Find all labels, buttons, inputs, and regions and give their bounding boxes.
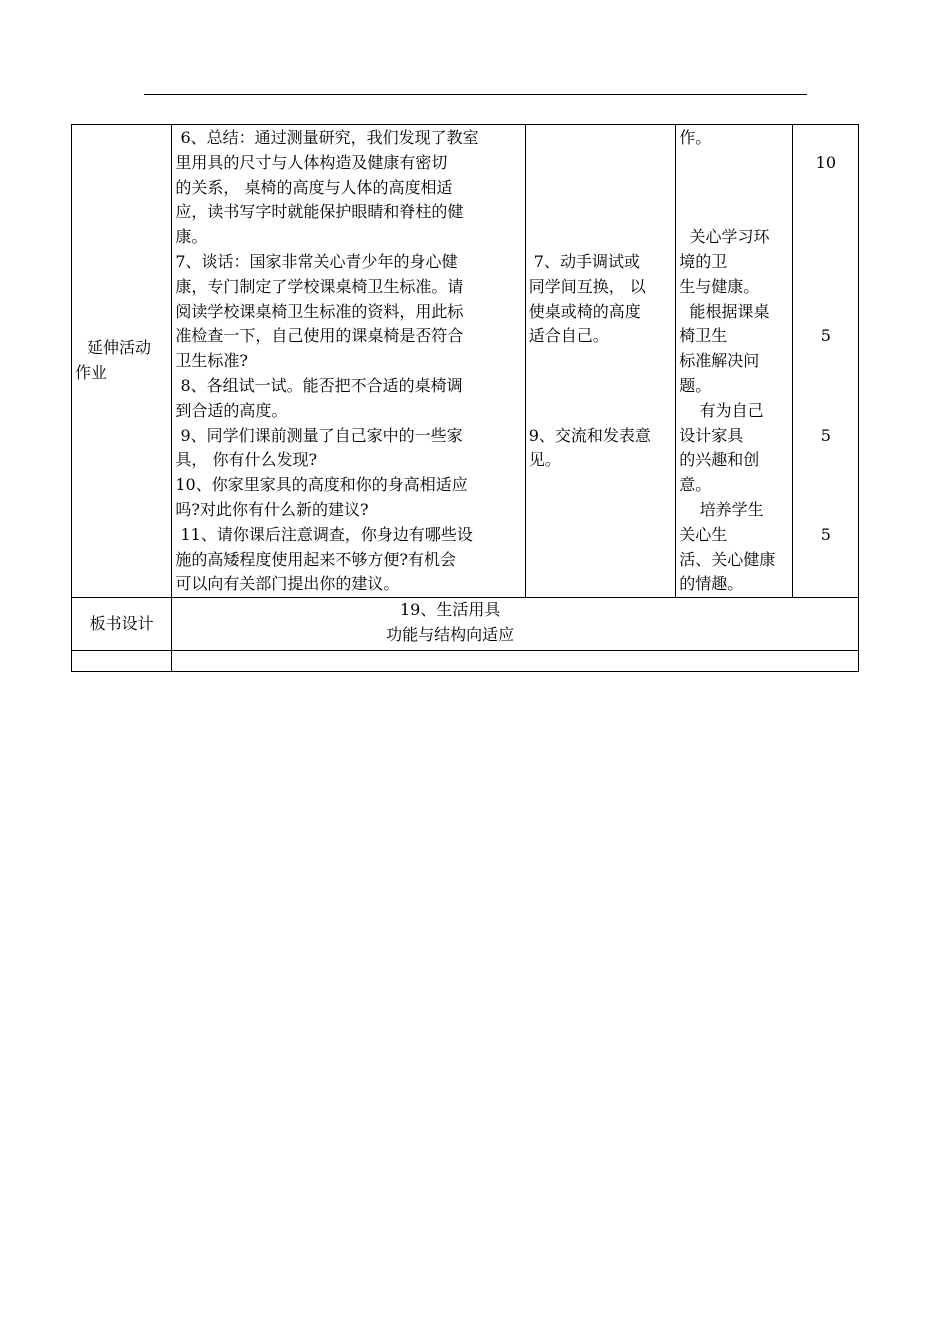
goal-line: 作。 [679, 128, 712, 147]
goal-line: 生与健康。 [679, 276, 760, 296]
goal-line: 题。 [679, 375, 712, 395]
student-activity-cell [525, 125, 676, 598]
board-line: 功能与结构向适应 [386, 624, 515, 644]
teacher-line: 康，专门制定了学校课桌椅卫生标准。请 [175, 276, 464, 296]
empty-cell [72, 650, 172, 671]
empty-row [72, 650, 859, 671]
teacher-line: 7、谈话：国家非常关心青少年的身心健 [175, 251, 458, 271]
teacher-line: 康。 [175, 227, 208, 247]
goal-line: 标准解决问 [679, 351, 760, 371]
goal-line: 意。 [679, 475, 712, 495]
goal-line: 有为自己 [679, 400, 764, 420]
time-cell [792, 125, 858, 598]
student-line: 同学间互换， 以 [528, 276, 646, 296]
goal-line: 关心学习环 [679, 227, 770, 247]
board-content-cell [172, 598, 859, 651]
teacher-line: 的关系， 桌椅的高度与人体的高度相适 [175, 177, 453, 197]
activity-label-cell [72, 125, 172, 598]
teacher-line: 8、各组试一试。能否把不合适的桌椅调 [175, 375, 463, 395]
teacher-line: 9、同学们课前测量了自己家中的一些家 [175, 425, 463, 445]
student-line: 见。 [528, 450, 561, 470]
teacher-line: 11、请你课后注意调查，你身边有哪些设 [175, 524, 473, 544]
teacher-line: 应，读书写字时就能保护眼睛和脊柱的健 [175, 202, 464, 222]
teacher-line: 具， 你有什么发现? [175, 450, 318, 470]
board-label-cell [72, 598, 172, 651]
time-value: 5 [820, 425, 831, 445]
student-line: 使桌或椅的高度 [528, 301, 641, 321]
teacher-line: 到合适的高度。 [175, 400, 288, 420]
goal-line: 活、关心健康 [679, 549, 776, 569]
teacher-line: 卫生标准? [175, 351, 248, 371]
goal-cell [676, 125, 792, 598]
teacher-line: 吗?对此你有什么新的建议? [175, 499, 369, 519]
teacher-line: 阅读学校课桌椅卫生标准的资料，用此标 [175, 301, 464, 321]
teacher-line: 里用具的尺寸与人体构造及健康有密切 [175, 152, 448, 172]
board-label: 板书设计 [89, 613, 154, 633]
activity-row [72, 125, 859, 598]
student-line: 适合自己。 [528, 326, 609, 346]
student-line: 9、交流和发表意 [528, 425, 651, 445]
lesson-plan-table [71, 124, 859, 672]
goal-line: 的情趣。 [679, 574, 744, 594]
teacher-line: 施的高矮程度使用起来不够方便?有机会 [175, 549, 456, 569]
goal-line: 椅卫生 [679, 326, 728, 346]
time-value: 5 [820, 326, 831, 346]
activity-label-line: 作业 [75, 363, 108, 383]
activity-label-line: 延伸活动 [87, 338, 152, 358]
time-value: 10 [815, 152, 837, 172]
board-design-row [72, 598, 859, 651]
goal-line: 设计家具 [679, 425, 744, 445]
goal-line: 境的卫 [679, 251, 728, 271]
goal-line: 能根据课桌 [679, 301, 770, 321]
empty-cell [172, 650, 859, 671]
goal-line: 关心生 [679, 524, 728, 544]
teacher-line: 可以向有关部门提出你的建议。 [175, 574, 400, 594]
goal-line: 的兴趣和创 [679, 450, 760, 470]
goal-line: 培养学生 [679, 499, 764, 519]
board-line: 19、生活用具 [400, 600, 501, 620]
teacher-line: 6、总结：通过测量研究，我们发现了教室 [175, 128, 479, 147]
teacher-activity-cell [172, 125, 525, 598]
teacher-line: 10、你家里家具的高度和你的身高相适应 [175, 475, 468, 495]
student-line: 7、动手调试或 [528, 251, 640, 271]
header-rule [144, 94, 807, 95]
time-value: 5 [820, 524, 831, 544]
teacher-line: 准检查一下，自己使用的课桌椅是否符合 [175, 326, 464, 346]
